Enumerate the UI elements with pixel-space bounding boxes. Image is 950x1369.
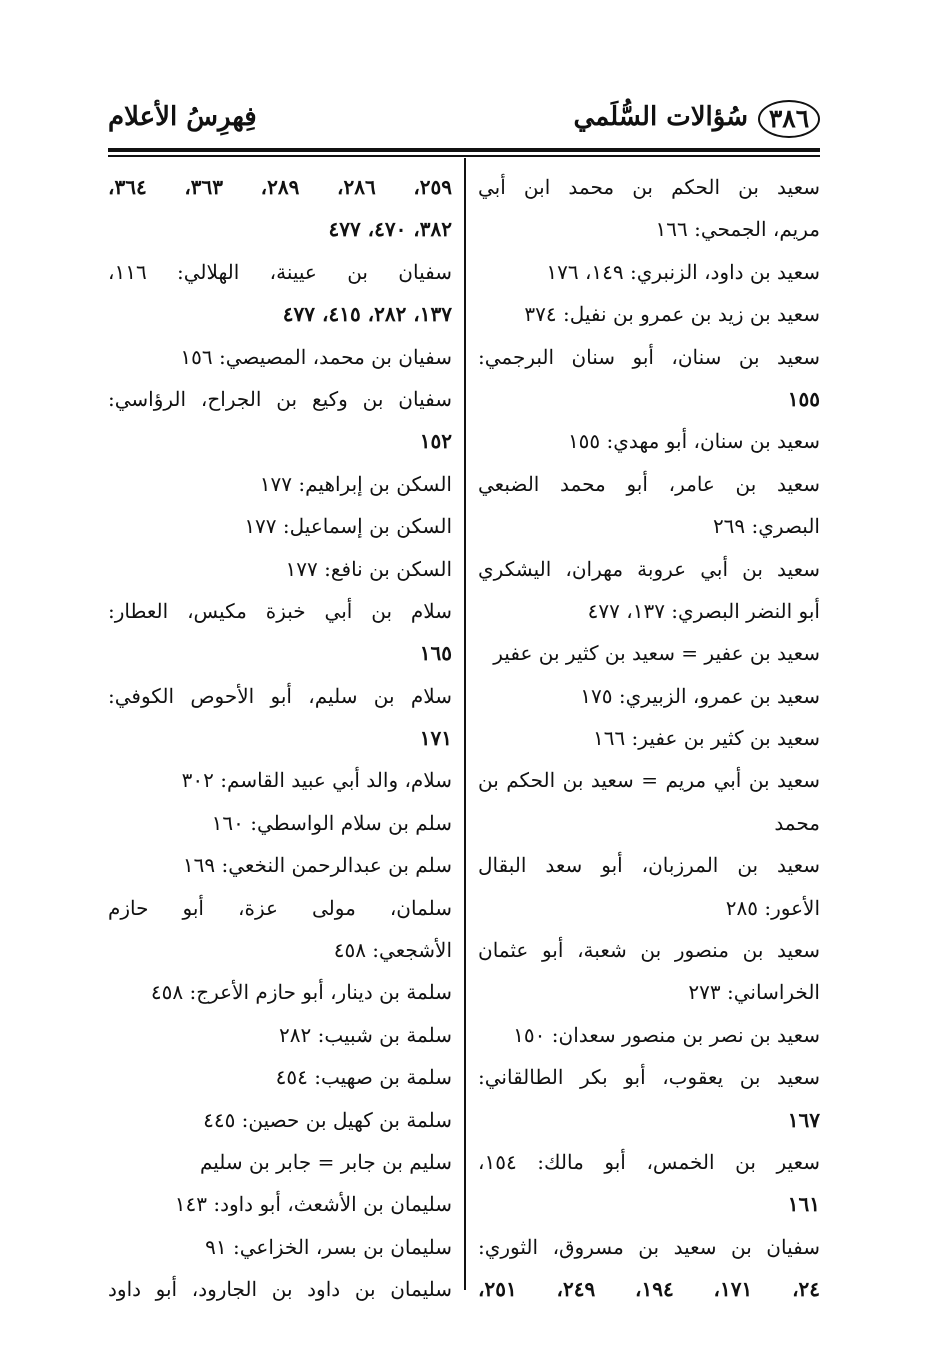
index-line: سعيد بن سنان، أبو سنان البرجمي: [478, 344, 820, 369]
index-line: السكن بن إبراهيم: ١٧٧ [259, 471, 452, 496]
index-line: السكن بن نافع: ١٧٧ [285, 556, 452, 581]
index-line: سعير بن الخمس، أبو مالك: ١٥٤، [478, 1149, 820, 1174]
index-line: الخراساني: ٢٧٣ [688, 980, 820, 1005]
index-line: ١٦٥ [419, 641, 452, 666]
index-line: ٢٤، ١٧١، ١٩٤، ٢٤٩، ٢٥١، [478, 1277, 820, 1302]
header-rule-thin [108, 155, 820, 157]
header-rule-thick [108, 148, 820, 152]
column-divider [464, 158, 466, 1290]
index-line: ١٦٧ [787, 1107, 820, 1132]
index-line: سعيد بن كثير بن عفير: ١٦٦ [592, 726, 820, 751]
index-line: سليم بن جابر = جابر بن سليم [199, 1149, 452, 1174]
book-title: سُؤالات السُّلَمي [573, 102, 748, 132]
index-line: سفيان بن عيينة، الهلالي: ١١٦، [108, 259, 452, 284]
index-line: سلمة بن كهيل بن حصين: ٤٤٥ [203, 1107, 452, 1132]
index-line: سعيد بن عامر، أبو محمد الضبعي [478, 471, 820, 496]
index-line: سعيد بن أبي عروبة مهران، اليشكري [478, 556, 820, 581]
index-line: الأعور: ٢٨٥ [725, 895, 820, 920]
index-line: سلام، والد أبي عبيد القاسم: ٣٠٢ [181, 768, 452, 793]
index-line: مريم، الجمحي: ١٦٦ [655, 217, 820, 242]
index-line: سلمة بن دينار، أبو حازم الأعرج: ٤٥٨ [150, 980, 452, 1005]
index-line: ١٥٥ [787, 386, 820, 411]
index-line: سفيان بن محمد، المصيصي: ١٥٦ [180, 344, 452, 369]
index-line: سليمان بن الأشعث، أبو داود: ١٤٣ [174, 1192, 452, 1217]
index-line: سلمة بن شبيب: ٢٨٢ [279, 1022, 452, 1047]
index-line: سعيد بن يعقوب، أبو بكر الطالقاني: [478, 1065, 820, 1090]
index-line: سلام بن سليم، أبو الأحوص الكوفي: [108, 683, 452, 708]
index-line: سعيد بن عمرو، الزبيري: ١٧٥ [580, 683, 820, 708]
page-header [108, 98, 820, 146]
index-line: سعيد بن داود، الزنبري: ١٤٩، ١٧٦ [546, 259, 820, 284]
index-line: ٢٥٩، ٢٨٦، ٢٨٩، ٣٦٣، ٣٦٤، [108, 175, 452, 199]
index-line: سلم بن سلام الواسطي: ١٦٠ [211, 810, 452, 835]
index-line: سلمة بن صهيب: ٤٥٤ [275, 1065, 452, 1090]
index-line: السكن بن إسماعيل: ١٧٧ [244, 514, 452, 539]
index-line: سعيد بن نصر بن منصور سعدان: ١٥٠ [513, 1022, 820, 1047]
index-line: سلام بن أبي خبزة مكيس، العطار: [108, 598, 452, 623]
page-number: ٣٨٦ [758, 100, 820, 138]
index-line: ١٦١ [787, 1192, 820, 1217]
index-line: سعيد بن المرزبان، أبو سعد البقال [478, 853, 820, 878]
index-line: محمد [774, 810, 820, 835]
index-line: سعيد بن عفير = سعيد بن كثير بن عفير [493, 641, 820, 666]
index-line: سليمان بن بسر، الخزاعي: ٩١ [205, 1234, 452, 1259]
right-column [478, 166, 820, 1311]
index-line: البصري: ٢٦٩ [712, 514, 820, 539]
index-line: ١٣٧، ٢٨٢، ٤١٥، ٤٧٧ [282, 302, 452, 327]
index-title: فِهرِسُ الأعلام [108, 102, 257, 132]
index-line: أبو النضر البصري: ١٣٧، ٤٧٧ [587, 598, 820, 623]
index-line: ١٧١ [419, 726, 452, 751]
index-line: ٣٨٢، ٤٧٠، ٤٧٧ [328, 217, 452, 242]
index-line: سليمان بن داود بن الجارود، أبو داود [108, 1277, 452, 1302]
index-line: سعيد بن سنان، أبو مهدي: ١٥٥ [567, 429, 820, 454]
index-line: سعيد بن منصور بن شعبة، أبو عثمان [478, 938, 820, 963]
left-column [108, 166, 452, 1311]
index-line: الأشجعي: ٤٥٨ [333, 938, 452, 963]
index-line: سلمان، مولى عزة، أبو حازم [108, 895, 452, 920]
index-line: سعيد بن أبي مريم = سعيد بن الحكم بن [478, 768, 820, 793]
index-line: سلم بن عبدالرحمن النخعي: ١٦٩ [182, 853, 452, 878]
index-line: سفيان بن سعيد بن مسروق، الثوري: [478, 1234, 820, 1259]
index-line: سعيد بن الحكم بن محمد ابن أبي [478, 175, 820, 199]
index-line: سعيد بن زيد بن عمرو بن نفيل: ٣٧٤ [524, 302, 820, 327]
index-line: ١٥٢ [419, 429, 452, 454]
index-line: سفيان بن وكيع بن الجراح، الرؤاسي: [108, 386, 452, 411]
